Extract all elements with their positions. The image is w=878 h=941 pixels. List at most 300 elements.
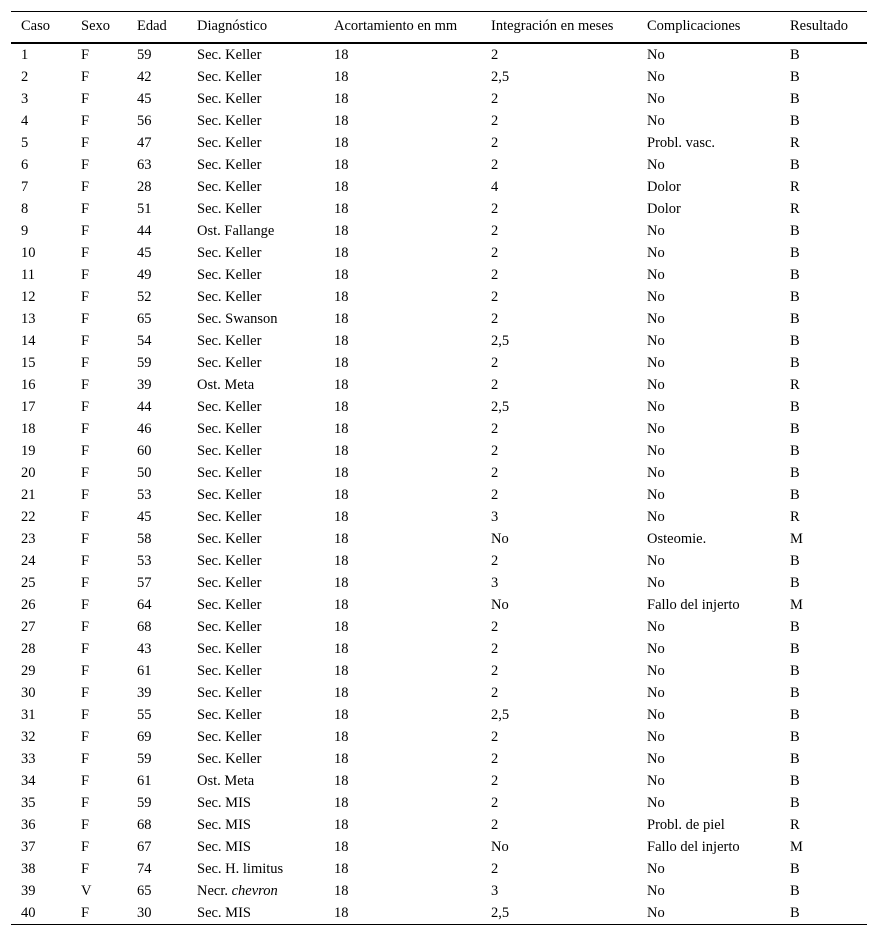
cell-acortamiento: 18 (334, 134, 349, 151)
diagnostico-text: Sec. Keller (197, 398, 262, 415)
table-row (11, 374, 867, 396)
table-row (11, 286, 867, 308)
cell-integracion: 2 (491, 90, 499, 107)
cell-sexo: F (81, 552, 90, 569)
table-row (11, 43, 867, 66)
cell-complicaciones: No (647, 420, 665, 437)
cell-caso: 35 (21, 794, 36, 811)
diagnostico-text: Necr. (197, 882, 232, 899)
cell-edad: 61 (137, 772, 152, 789)
cell-integracion: 2,5 (491, 68, 510, 85)
table-row (11, 814, 867, 836)
table-row (11, 682, 867, 704)
cell-edad: 63 (137, 156, 152, 173)
cell-sexo: F (81, 750, 90, 767)
diagnostico-text: Sec. Keller (197, 200, 262, 217)
cell-diagnostico (187, 154, 324, 176)
cell-acortamiento: 18 (334, 860, 349, 877)
cell-diagnostico (187, 506, 324, 528)
cell-edad: 45 (137, 244, 152, 261)
diagnostico-text: Sec. Keller (197, 596, 262, 613)
cell-complicaciones: No (647, 640, 665, 657)
cell-acortamiento: 18 (334, 662, 349, 679)
cell-integracion: 3 (491, 508, 499, 525)
cell-complicaciones: No (647, 662, 665, 679)
diagnostico-text: Sec. Keller (197, 178, 262, 195)
table-row (11, 264, 867, 286)
cell-acortamiento: 18 (334, 508, 349, 525)
cell-caso: 6 (21, 156, 29, 173)
cell-diagnostico (187, 396, 324, 418)
cell-edad: 60 (137, 442, 152, 459)
table-row (11, 242, 867, 264)
cell-complicaciones: No (647, 46, 665, 63)
cell-integracion: 2 (491, 266, 499, 283)
cell-acortamiento: 18 (334, 838, 349, 855)
cell-sexo: F (81, 354, 90, 371)
cell-sexo: F (81, 420, 90, 437)
cell-integracion: 2 (491, 618, 499, 635)
cell-edad: 59 (137, 46, 152, 63)
cell-sexo: F (81, 816, 90, 833)
cell-diagnostico (187, 858, 324, 880)
cell-sexo: F (81, 508, 90, 525)
cell-edad: 58 (137, 530, 152, 547)
cell-edad: 67 (137, 838, 152, 855)
cell-sexo: F (81, 68, 90, 85)
cell-diagnostico (187, 242, 324, 264)
cell-acortamiento: 18 (334, 200, 349, 217)
cell-acortamiento: 18 (334, 684, 349, 701)
cell-sexo: F (81, 662, 90, 679)
cell-caso: 34 (21, 772, 36, 789)
header-acortamiento: Acortamiento en mm (324, 12, 481, 43)
cell-diagnostico (187, 110, 324, 132)
diagnostico-text: Sec. Keller (197, 728, 262, 745)
cell-resultado: B (790, 574, 800, 591)
cell-edad: 59 (137, 794, 152, 811)
cell-edad: 55 (137, 706, 152, 723)
diagnostico-text: Sec. Keller (197, 354, 262, 371)
cell-caso: 24 (21, 552, 36, 569)
cell-caso: 1 (21, 46, 29, 63)
cell-acortamiento: 18 (334, 464, 349, 481)
bottom-rule-cell (11, 924, 867, 925)
cell-acortamiento: 18 (334, 816, 349, 833)
cell-integracion: 2 (491, 222, 499, 239)
cell-resultado: R (790, 134, 800, 151)
cell-caso: 38 (21, 860, 36, 877)
cell-caso: 33 (21, 750, 36, 767)
diagnostico-text: Sec. Keller (197, 442, 262, 459)
header-sexo: Sexo (71, 12, 127, 43)
cell-sexo: F (81, 640, 90, 657)
table-row (11, 792, 867, 814)
table-row (11, 88, 867, 110)
cell-complicaciones: No (647, 288, 665, 305)
cell-caso: 14 (21, 332, 36, 349)
cell-complicaciones: No (647, 376, 665, 393)
diagnostico-text: Sec. Keller (197, 134, 262, 151)
diagnostico-text: Sec. Keller (197, 662, 262, 679)
cell-integracion: 2,5 (491, 706, 510, 723)
cell-acortamiento: 18 (334, 46, 349, 63)
table-row (11, 528, 867, 550)
table-row (11, 748, 867, 770)
table-row (11, 572, 867, 594)
cell-complicaciones: No (647, 750, 665, 767)
cell-complicaciones: No (647, 552, 665, 569)
cell-integracion: 2 (491, 244, 499, 261)
cell-resultado: B (790, 486, 800, 503)
cell-resultado: B (790, 640, 800, 657)
cell-complicaciones: No (647, 112, 665, 129)
cell-caso: 17 (21, 398, 36, 415)
cell-sexo: F (81, 90, 90, 107)
cell-caso: 7 (21, 178, 29, 195)
cell-integracion: 2 (491, 200, 499, 217)
cell-acortamiento: 18 (334, 376, 349, 393)
diagnostico-text: Sec. Keller (197, 750, 262, 767)
cell-integracion: 2,5 (491, 332, 510, 349)
cell-diagnostico (187, 484, 324, 506)
cell-complicaciones: No (647, 68, 665, 85)
table-row (11, 594, 867, 616)
cell-complicaciones: No (647, 772, 665, 789)
table-row (11, 132, 867, 154)
header-resultado: Resultado (780, 12, 867, 43)
cell-resultado: B (790, 772, 800, 789)
cell-diagnostico (187, 440, 324, 462)
cell-complicaciones: No (647, 508, 665, 525)
cell-sexo: F (81, 464, 90, 481)
cell-edad: 57 (137, 574, 152, 591)
table-row (11, 550, 867, 572)
cell-complicaciones: No (647, 398, 665, 415)
cell-resultado: B (790, 552, 800, 569)
cell-acortamiento: 18 (334, 750, 349, 767)
cell-complicaciones: No (647, 860, 665, 877)
cell-integracion: No (491, 530, 509, 547)
cell-caso: 29 (21, 662, 36, 679)
table-body (11, 43, 867, 925)
cell-caso: 12 (21, 288, 36, 305)
cell-diagnostico (187, 374, 324, 396)
diagnostico-text: Sec. MIS (197, 904, 251, 921)
diagnostico-text: Sec. Swanson (197, 310, 278, 327)
cell-diagnostico (187, 264, 324, 286)
cell-edad: 59 (137, 750, 152, 767)
cell-complicaciones: No (647, 486, 665, 503)
cell-sexo: F (81, 574, 90, 591)
cell-edad: 61 (137, 662, 152, 679)
cell-edad: 44 (137, 398, 152, 415)
cell-complicaciones: No (647, 310, 665, 327)
diagnostico-text: Sec. Keller (197, 244, 262, 261)
cell-integracion: 2 (491, 816, 499, 833)
cell-diagnostico (187, 748, 324, 770)
cell-edad: 56 (137, 112, 152, 129)
cell-diagnostico (187, 770, 324, 792)
table-row (11, 66, 867, 88)
cell-diagnostico (187, 308, 324, 330)
table-row (11, 154, 867, 176)
cell-integracion: 2 (491, 420, 499, 437)
cell-edad: 52 (137, 288, 152, 305)
cell-integracion: 3 (491, 574, 499, 591)
cell-edad: 59 (137, 354, 152, 371)
cell-diagnostico (187, 550, 324, 572)
cell-sexo: F (81, 442, 90, 459)
table-container (11, 11, 867, 925)
cell-resultado: B (790, 244, 800, 261)
cell-complicaciones: No (647, 90, 665, 107)
diagnostico-text: Sec. Keller (197, 640, 262, 657)
cell-acortamiento: 18 (334, 728, 349, 745)
cell-resultado: R (790, 816, 800, 833)
cell-resultado: M (790, 596, 803, 613)
cell-complicaciones: No (647, 882, 665, 899)
diagnostico-text: Sec. Keller (197, 112, 262, 129)
cell-edad: 28 (137, 178, 152, 195)
cell-integracion: 2 (491, 552, 499, 569)
cell-edad: 74 (137, 860, 152, 877)
cell-caso: 16 (21, 376, 36, 393)
diagnostico-text: Sec. Keller (197, 486, 262, 503)
cell-complicaciones: Probl. de piel (647, 816, 725, 833)
cell-sexo: F (81, 860, 90, 877)
table-row (11, 638, 867, 660)
cell-integracion: 2 (491, 288, 499, 305)
cell-caso: 2 (21, 68, 29, 85)
cell-diagnostico (187, 902, 324, 925)
cell-edad: 47 (137, 134, 152, 151)
cell-diagnostico (187, 880, 324, 902)
cell-edad: 64 (137, 596, 152, 613)
diagnostico-text: Sec. Keller (197, 90, 262, 107)
cell-resultado: B (790, 90, 800, 107)
cell-resultado: B (790, 684, 800, 701)
cell-diagnostico (187, 43, 324, 66)
cell-resultado: M (790, 838, 803, 855)
cell-diagnostico (187, 462, 324, 484)
cell-resultado: B (790, 728, 800, 745)
cell-edad: 54 (137, 332, 152, 349)
cell-caso: 28 (21, 640, 36, 657)
cell-resultado: R (790, 178, 800, 195)
cell-acortamiento: 18 (334, 486, 349, 503)
cell-integracion: 2 (491, 772, 499, 789)
cell-acortamiento: 18 (334, 772, 349, 789)
cell-resultado: B (790, 662, 800, 679)
cell-resultado: B (790, 750, 800, 767)
cell-resultado: B (790, 354, 800, 371)
cell-diagnostico (187, 660, 324, 682)
cell-sexo: F (81, 838, 90, 855)
cell-diagnostico (187, 88, 324, 110)
cell-acortamiento: 18 (334, 420, 349, 437)
cell-caso: 40 (21, 904, 36, 921)
cell-caso: 8 (21, 200, 29, 217)
cell-edad: 42 (137, 68, 152, 85)
cell-diagnostico (187, 286, 324, 308)
cell-caso: 26 (21, 596, 36, 613)
table-row (11, 506, 867, 528)
diagnostico-text: Sec. H. limitus (197, 860, 284, 877)
cell-caso: 5 (21, 134, 29, 151)
cell-edad: 46 (137, 420, 152, 437)
cell-sexo: F (81, 530, 90, 547)
cell-caso: 10 (21, 244, 36, 261)
diagnostico-text: Sec. Keller (197, 508, 262, 525)
cell-caso: 20 (21, 464, 36, 481)
header-diagnostico: Diagnóstico (187, 12, 324, 43)
cell-integracion: 2,5 (491, 398, 510, 415)
cell-resultado: B (790, 332, 800, 349)
table-row (11, 418, 867, 440)
cell-sexo: F (81, 222, 90, 239)
table-row (11, 858, 867, 880)
cell-resultado: B (790, 156, 800, 173)
cell-sexo: F (81, 310, 90, 327)
cell-acortamiento: 18 (334, 68, 349, 85)
cell-sexo: F (81, 266, 90, 283)
table-row (11, 770, 867, 792)
cell-acortamiento: 18 (334, 354, 349, 371)
cell-complicaciones: No (647, 354, 665, 371)
cell-complicaciones: No (647, 684, 665, 701)
cell-complicaciones: No (647, 156, 665, 173)
cell-acortamiento: 18 (334, 398, 349, 415)
cell-acortamiento: 18 (334, 222, 349, 239)
cell-caso: 19 (21, 442, 36, 459)
cell-acortamiento: 18 (334, 530, 349, 547)
table-row (11, 704, 867, 726)
cell-edad: 39 (137, 684, 152, 701)
cell-integracion: 4 (491, 178, 499, 195)
cell-resultado: B (790, 420, 800, 437)
cell-diagnostico (187, 726, 324, 748)
cell-acortamiento: 18 (334, 442, 349, 459)
cell-sexo: F (81, 134, 90, 151)
cell-sexo: V (81, 882, 92, 899)
cell-diagnostico (187, 528, 324, 550)
cell-complicaciones: Osteomie. (647, 530, 707, 547)
diagnostico-text: Sec. Keller (197, 464, 262, 481)
cell-diagnostico (187, 220, 324, 242)
cell-integracion: 2 (491, 662, 499, 679)
cell-sexo: F (81, 618, 90, 635)
table-row (11, 308, 867, 330)
cell-sexo: F (81, 288, 90, 305)
cell-integracion: 2 (491, 464, 499, 481)
cell-resultado: R (790, 508, 800, 525)
cell-complicaciones: No (647, 706, 665, 723)
cell-edad: 44 (137, 222, 152, 239)
cell-acortamiento: 18 (334, 794, 349, 811)
cell-integracion: 2 (491, 354, 499, 371)
cell-resultado: R (790, 200, 800, 217)
cell-caso: 27 (21, 618, 36, 635)
cell-sexo: F (81, 486, 90, 503)
table-row (11, 110, 867, 132)
cell-edad: 49 (137, 266, 152, 283)
cell-edad: 51 (137, 200, 152, 217)
cell-resultado: M (790, 530, 803, 547)
header-caso: Caso (11, 12, 71, 43)
diagnostico-text: Sec. Keller (197, 420, 262, 437)
cell-acortamiento: 18 (334, 552, 349, 569)
cell-sexo: F (81, 178, 90, 195)
cell-edad: 68 (137, 618, 152, 635)
table-row (11, 880, 867, 902)
cell-caso: 31 (21, 706, 36, 723)
cell-complicaciones: Fallo del injerto (647, 596, 740, 613)
diagnostico-text: Ost. Fallange (197, 222, 275, 239)
cell-resultado: B (790, 442, 800, 459)
cell-caso: 39 (21, 882, 36, 899)
cell-sexo: F (81, 794, 90, 811)
cell-diagnostico (187, 330, 324, 352)
cell-integracion: 2 (491, 486, 499, 503)
cell-complicaciones: No (647, 574, 665, 591)
cell-caso: 37 (21, 838, 36, 855)
cell-acortamiento: 18 (334, 112, 349, 129)
cell-diagnostico (187, 418, 324, 440)
cell-diagnostico (187, 176, 324, 198)
cell-resultado: B (790, 112, 800, 129)
cell-diagnostico (187, 594, 324, 616)
cell-caso: 15 (21, 354, 36, 371)
diagnostico-text: Sec. MIS (197, 794, 251, 811)
cell-sexo: F (81, 398, 90, 415)
cell-edad: 65 (137, 882, 152, 899)
cell-complicaciones: Dolor (647, 178, 681, 195)
cell-resultado: B (790, 222, 800, 239)
cell-integracion: 2 (491, 134, 499, 151)
diagnostico-text: Sec. Keller (197, 552, 262, 569)
cell-integracion: 2 (491, 156, 499, 173)
diagnostico-text: Sec. Keller (197, 706, 262, 723)
cell-resultado: R (790, 376, 800, 393)
cell-sexo: F (81, 684, 90, 701)
cell-acortamiento: 18 (334, 90, 349, 107)
cell-acortamiento: 18 (334, 640, 349, 657)
cell-acortamiento: 18 (334, 288, 349, 305)
cell-caso: 22 (21, 508, 36, 525)
diagnostico-text: Sec. Keller (197, 288, 262, 305)
table-row (11, 352, 867, 374)
diagnostico-text: Sec. Keller (197, 46, 262, 63)
cell-integracion: 2 (491, 46, 499, 63)
cell-resultado: B (790, 706, 800, 723)
cell-resultado: B (790, 618, 800, 635)
cell-caso: 3 (21, 90, 29, 107)
cell-edad: 53 (137, 486, 152, 503)
table-row (11, 396, 867, 418)
cell-integracion: 2 (491, 794, 499, 811)
cell-acortamiento: 18 (334, 244, 349, 261)
header-integracion: Integración en meses (481, 12, 637, 43)
cell-complicaciones: No (647, 222, 665, 239)
cell-resultado: B (790, 860, 800, 877)
cell-acortamiento: 18 (334, 332, 349, 349)
table-bottom-rule (11, 924, 867, 925)
cell-caso: 23 (21, 530, 36, 547)
cell-caso: 32 (21, 728, 36, 745)
cell-diagnostico (187, 638, 324, 660)
cell-caso: 21 (21, 486, 36, 503)
